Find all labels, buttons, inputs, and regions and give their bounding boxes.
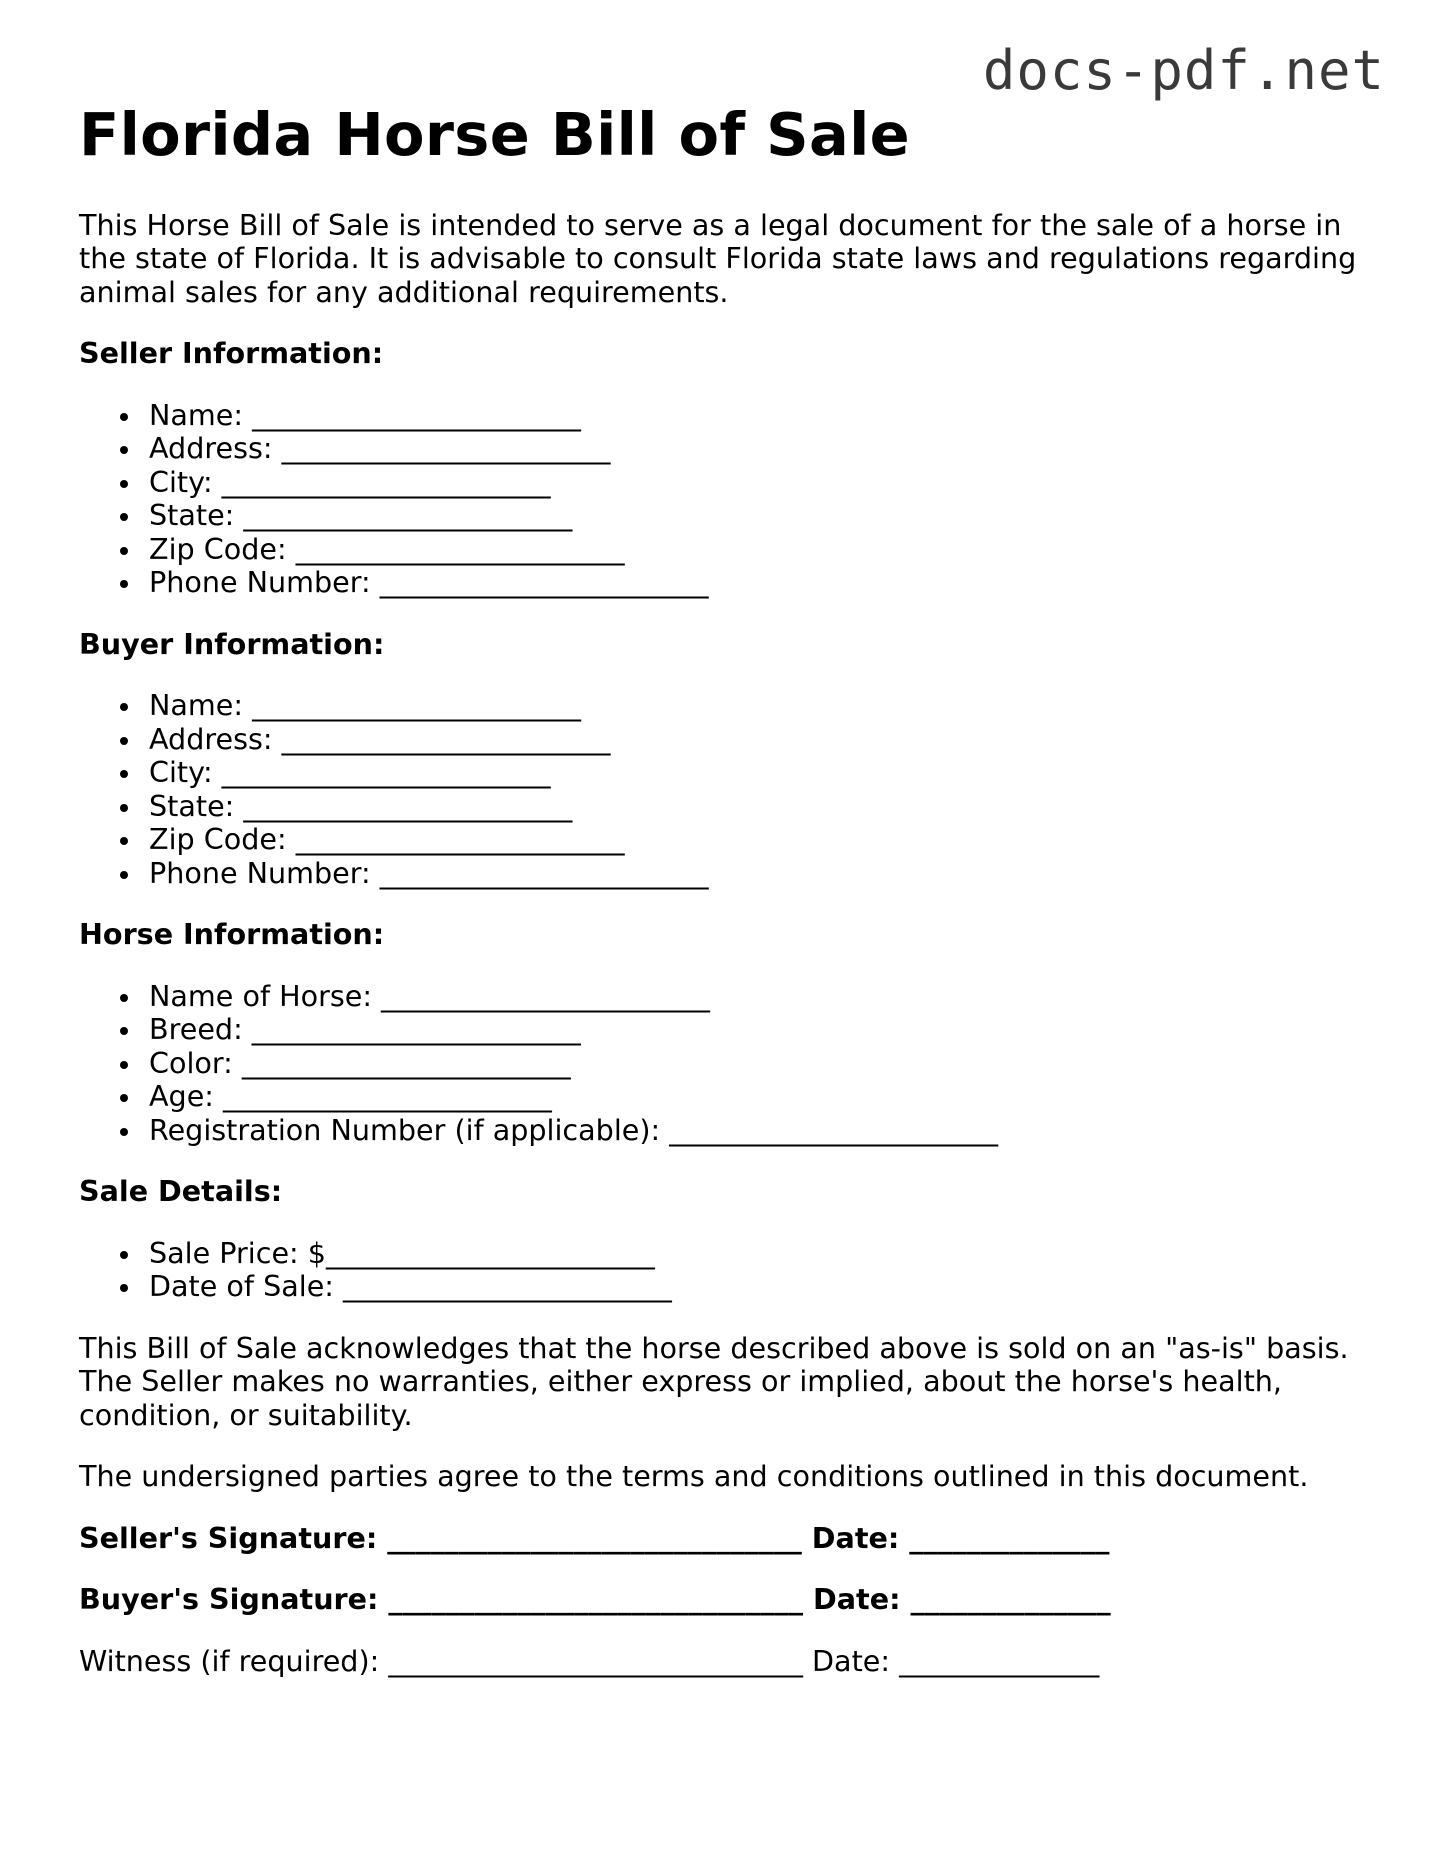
horse-breed-field[interactable]: Breed: _______________________ xyxy=(149,1013,1369,1047)
horse-heading: Horse Information: xyxy=(79,917,385,952)
sale-price-field[interactable]: Sale Price: $_______________________ xyxy=(149,1237,1369,1271)
buyer-signature-line[interactable]: Buyer's Signature: _____________________________ Date: ______________ xyxy=(79,1582,1111,1617)
horse-age-field[interactable]: Age: _______________________ xyxy=(149,1080,1369,1114)
seller-name-field[interactable]: Name: _______________________ xyxy=(149,399,1369,433)
intro-paragraph: This Horse Bill of Sale is intended to serve as a legal document for the sale of a horse in the state of Florida. It is advisable to consult Florida state laws and regulations regarding animal sales for any additional requirements. xyxy=(79,207,1357,309)
sale-date-field[interactable]: Date of Sale: _______________________ xyxy=(149,1270,1369,1304)
sale-list xyxy=(79,1237,1369,1304)
witness-signature-line[interactable]: Witness (if required): _____________________________ Date: ______________ xyxy=(79,1643,1100,1678)
horse-name-field[interactable]: Name of Horse: _______________________ xyxy=(149,980,1369,1014)
seller-list xyxy=(79,399,1369,600)
as-is-paragraph: This Bill of Sale acknowledges that the horse described above is sold on an "as-is" basis. The Seller makes no warranties, either express or implied, about the horse's health, condition, or suitability. xyxy=(79,1330,1349,1432)
seller-state-field[interactable]: State: _______________________ xyxy=(149,499,1369,533)
seller-city-field[interactable]: City: _______________________ xyxy=(149,466,1369,500)
buyer-address-field[interactable]: Address: _______________________ xyxy=(149,723,1369,757)
document-page xyxy=(79,100,1369,1678)
buyer-list xyxy=(79,689,1369,890)
seller-heading: Seller Information: xyxy=(79,336,384,371)
seller-signature-line[interactable]: Seller's Signature: _____________________________ Date: ______________ xyxy=(79,1520,1110,1555)
buyer-zip-field[interactable]: Zip Code: _______________________ xyxy=(149,823,1369,857)
seller-address-field[interactable]: Address: _______________________ xyxy=(149,432,1369,466)
horse-registration-field[interactable]: Registration Number (if applicable): _______________________ xyxy=(149,1114,1369,1148)
document-title: Florida Horse Bill of Sale xyxy=(79,100,910,169)
seller-zip-field[interactable]: Zip Code: _______________________ xyxy=(149,533,1369,567)
horse-list xyxy=(79,980,1369,1148)
buyer-heading: Buyer Information: xyxy=(79,626,385,661)
agreement-paragraph: The undersigned parties agree to the terms and conditions outlined in this document. xyxy=(79,1459,1309,1494)
buyer-name-field[interactable]: Name: _______________________ xyxy=(149,689,1369,723)
sale-heading: Sale Details: xyxy=(79,1174,283,1209)
buyer-city-field[interactable]: City: _______________________ xyxy=(149,756,1369,790)
watermark: docs-pdf.net xyxy=(982,39,1385,102)
buyer-state-field[interactable]: State: _______________________ xyxy=(149,790,1369,824)
seller-phone-field[interactable]: Phone Number: _______________________ xyxy=(149,566,1369,600)
buyer-phone-field[interactable]: Phone Number: _______________________ xyxy=(149,857,1369,891)
horse-color-field[interactable]: Color: _______________________ xyxy=(149,1047,1369,1081)
